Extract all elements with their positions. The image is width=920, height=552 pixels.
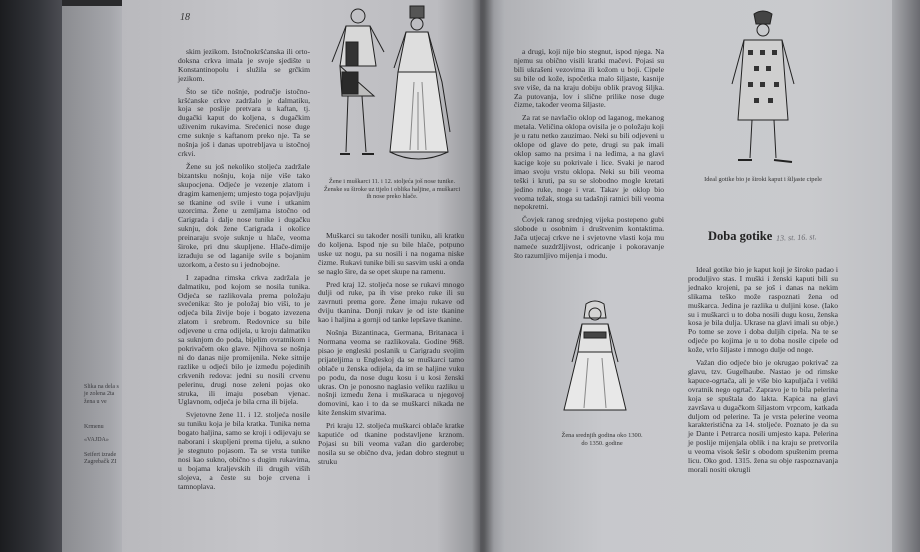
text-column-3 (514, 48, 664, 265)
paragraph: a drugi, koji nije bio stegnut, ispod njega. Na njemu su obično visili kratki mačevi. Pojasi su bili ukrašeni vezovima ili kožom u boji. Cipele su bile od kože, ispočetka malo šiljaste, kasnije sve više, da na kraju dobiju oblik pravog šiljka. Za putovanja, lov i slične prilike nose duge čizme, također veoma šiljaste. (514, 47, 664, 110)
paragraph: Važan dio odjeće bio je okrugao pokrivač za glavu, tzv. Gugelhaube. Nastao je od rimske kapuce-ogrtača, ali je više bio kapuljača i veliki ovratnik nego ogrtač. Zapravo je to bila pelerina koja se spuštala do lakta. Kapica na glavi završava u dugačkom šiljastom vrpcom, katkada duljom od pelerine. Ta je vrsta pelerine veoma karakteristična za 14. stoljeće. Poznato je da su je Dante i Petrarca nosili umjesto kapa. Pelerina je poslije mijenjala oblik i na kraju se pretvorila u veoma visok šešir s obodom spuštenim prema licu. Oko god. 1315. žena su obje raspoznavanja morali nositi okrugli (688, 358, 838, 474)
paragraph: Čovjek ranog srednjeg vijeka postepeno gubi slobode u osobnim i društvenim kontaktima. Jača utjecaj crkve ne i svjetovne vlasti koja mu nameće suzdržljivost, odricanje i pokoravanje što razumljivo mijenja i modu. (514, 215, 664, 260)
caption-gothic-coat: Ideal gotike bio je široki kaput i šiljaste cipele (704, 176, 822, 183)
desk-background (0, 0, 62, 552)
text-column-4 (688, 266, 838, 479)
caption-medieval-woman: Žena srednjih godina oko 1300. do 1350. godine (561, 432, 643, 447)
figure-medieval-couple (318, 2, 468, 172)
figure-gothic-coat (718, 10, 808, 170)
text-column-1 (178, 48, 310, 496)
book-fore-edge (892, 0, 920, 552)
text-column-2 (318, 232, 464, 471)
side-note-3: «VAJDA» (84, 437, 109, 443)
paragraph: Pri kraju 12. stoljeća muškarci oblače kratke kaputiće od tkanine podstavljene krznom. Pojasi su bili veoma važan dio garderobe; nosila su se obično dva, jedan dobro stegnut u struku (318, 421, 464, 466)
paragraph: Muškarci su također nosili tuniku, ali kratku do koljena. Ispod nje su bile hlače, potpuno uske uz nogu, pa su nosili i na nogama niske čizme. Rukavi tunike bili su sasvim uski a onda se naglo šire, da se opet skupe na ramenu. (318, 231, 464, 276)
paragraph: Za rat se navlačio oklop od laganog, mekanog metala. Veličina oklopa ovisila je o položaju koji je u ratu netko zauzimao. Neki su bili odjeveni u oklope od glave do pete, drugi su pak imali oklop samo na prsima i na leđima, a na glavi kacige koje su pokrivale i lice. Svaki je narod imao svoju vrstu oklopa. Neki su bili veoma teški i kruti, pa su se slobodno mogle kretati jedino ruke, noge i vrat. Takav je oklop bio veoma težak, stoga su tadašnji ratnici bili veoma nepokretni. (514, 113, 664, 212)
man-illustration (332, 9, 384, 154)
paragraph: skim jezikom. Istočnokršćanska ili orto-doksna crkva imala je svoje sjedište u Konstantinopolu i služila se grčkim jezikom. (178, 47, 310, 83)
book-gutter-shadow (472, 0, 494, 552)
caption-medieval-couple: Žene i muškarci 11. i 12. stoljeća još nose tunike. Ženske su široke uz tijelo i oblika haljine, a muškarci ih nose preko hlače. (323, 178, 461, 201)
paragraph: Ideal gotike bio je kaput koji je široko padao i produljivo stas. I muški i ženski kaputi bili su jednako krojeni, pa se još i danas na nekim slikama teško može raspoznati žena od muškarca. Jedina je razlika u duljini kose. (Iako su i muškarci u to doba nosili dugu kosu, ženska kosa je bila dulja. Ukrase na glavi imali su obje.) Po tome se zove i doba duljih cipela. Na te se odjeće po kojima je u to doba nosile cipele od kože, vrlo šiljaste i mnogo dulje od noge. (688, 265, 838, 355)
paragraph: I zapadna rimska crkva zadržala je dalmatiku, pod kojom se nosila tunika. Odjeća se razlikovala prema položaju svećenika: što je položaj bio viši, to je odjeća bila živije boje i bogato izvezena zlatom i srebrom. Redovnice su bile odjevene u crna odijela, u kroju dalmatiku sa suknjom do poda, bijelim ovratnikom i pokrivačem oko glave. Njihova se nošnja ni do danas nije promijenila. Neke sitnije razlike u odjeći bilo je između pojedinih crkvenih redova: jedni su nosili crvenu pelerinu, drugi nose zeleni pojas oko struka, ili imaju poseban vjenac. Uglavnom, odjeća je bila crna ili bijela. (178, 272, 310, 407)
side-note-1: Slika na dela s je zolena 2ta žena u ve (84, 384, 119, 405)
side-note-4: Seifert izrade Zagrebačk ZI (84, 452, 117, 466)
paragraph: Pred kraj 12. stoljeća nose se rukavi mnogo dulji od ruke, pa ih vise preko ruke ili su zavrnuti prema gore. Žene imaju rukave od dviju tkanina. Donji rukav je od iste tkanine kao i haljina a gornji od tanke lepršave tkanine. (318, 279, 464, 325)
section-heading: Doba gotike (708, 229, 773, 243)
figure-medieval-woman (550, 298, 640, 418)
paragraph: Svjetovne žene 11. i 12. stoljeća nosile su tuniku koja je bila kratka. Tunika nema bogato haljina, samo se kroji i odijevaju se naborani i skupljeni prema tijelu, a sukno je stegnuto pojasom. Ta se vrsta tunike nosi kao sukno, obično s dugim rukavima, u bojama kraljevskih ili drugih viših slojeva, a česte su boje crvena i tamnoplava. (178, 410, 310, 491)
side-note-2: Krmenu (84, 424, 104, 430)
previous-page-edge (62, 6, 122, 552)
paragraph: Žene su još nekoliko stoljeća zadržale bizantsku nošnju, koja nije više tako skupocjena. Odjeće je vezenje zlatom i dragim kamenjem; umjesto toga pojavljuju se tkanine od svile i vune i utkanim uzorcima. Žene u zemljama istočno od Carigrada i dalje nose tunike i dugačku suknju, dok žene Carigrada i okolice preinaraju svoje suknje u hlače, veoma široke, pri dnu skupljene. Hlače-dimije izrađuju se od laganije svile s bojanim uzorkom, a često su i jednobojne. (178, 161, 310, 269)
woman-illustration (390, 6, 450, 159)
paragraph: Što se tiče nošnje, područje istočno-kršćanske crkve zadržalo je dalmatiku, koja se poslije pretvara u kaftan, tj. dugački kaput do koljena, s dugačkim uživenim rukavima. Srećenici nose duge crne suknje s kaftanom preko nje. Ta se nošnja još i danas upotrebljava u istočnoj crkvi. (178, 86, 310, 158)
handwritten-note: 13. st. 16. st. (775, 232, 817, 243)
paragraph: Nošnja Bizantinaca, Germana, Britanaca i Normana veoma se razlikovala. Godine 968. pisao je engleski poslanik u Carigradu svojim prijateljima u Engleskoj da se muškarci tamo oblače u ženska odijela, da im se haljine vuku po podu, da nose dugu kosu i u kosi ženski ukras. On je ponosno naglasio veliku razliku u nošnji između žena i muškaraca u njegovoj domovini, kao i to da se muškarci nikada ne kite ženskim stvarima. (318, 328, 464, 418)
page-number: 18 (180, 12, 190, 23)
